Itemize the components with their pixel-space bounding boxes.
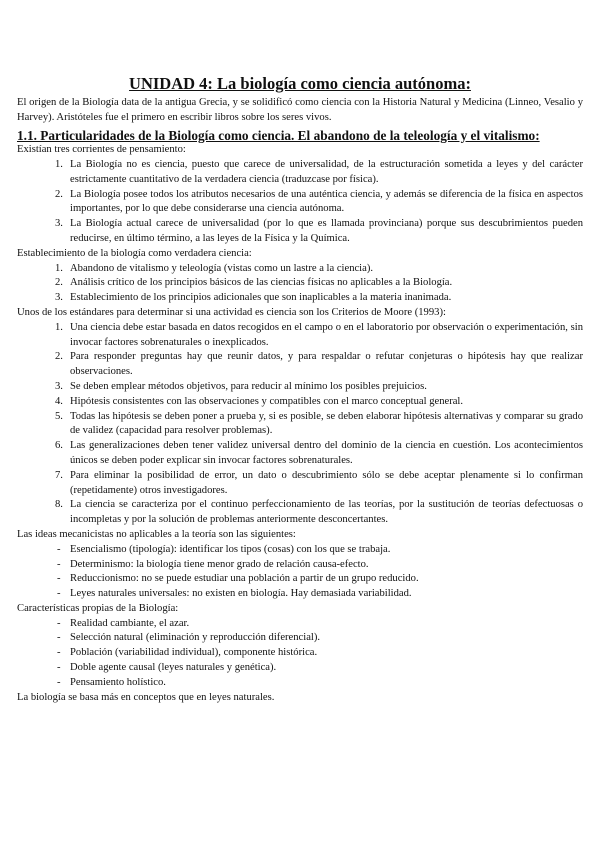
list-item <box>17 380 583 395</box>
mechanist-list <box>17 543 583 602</box>
list-item <box>17 676 583 691</box>
list-item <box>17 321 583 351</box>
list-item <box>17 631 583 646</box>
moore-criteria-list <box>17 321 583 528</box>
list-item <box>17 498 583 528</box>
list-marker: 3. <box>55 292 63 304</box>
currents-intro: Existían tres corrientes de pensamiento: <box>17 144 186 156</box>
list-item <box>17 350 583 380</box>
list-marker: 2. <box>55 351 63 363</box>
list-marker: 8. <box>55 499 63 511</box>
list-marker: 4. <box>55 395 63 407</box>
list-item <box>17 587 583 602</box>
section-heading: 1.1. Particularidades de la Biología como ciencia. El abandono de la teleología y el vitalismo: <box>17 127 540 143</box>
list-item-text: La Biología posee todos los atributos necesarios de una auténtica ciencia, y además se diferencia de la física en aspectos importantes, por lo que debe considerarse una ciencia autónoma. <box>70 188 583 215</box>
list-item-text: Todas las hipótesis se deben poner a prueba y, si es posible, se deben elaborar hipótesis alternativas y comparar su grado de validez (capacidad para resolver problemas). <box>70 410 583 437</box>
list-item-text: Análisis crítico de los principios básicos de las ciencias físicas no aplicables a la Biología. <box>70 277 453 289</box>
list-item-text: Hipótesis consistentes con las observaciones y compatibles con el marco conceptual general. <box>70 395 464 407</box>
list-marker: - <box>57 647 61 659</box>
list-item-text: Se deben emplear métodos objetivos, para reducir al mínimo los posibles prejuicios. <box>70 380 427 392</box>
list-item-text: Abandono de vitalismo y teleología (vistas como un lastre a la ciencia). <box>70 262 374 274</box>
list-marker: - <box>57 558 61 570</box>
list-marker: 6. <box>55 440 63 452</box>
list-item-text: Una ciencia debe estar basada en datos recogidos en el campo o en el laboratorio por observación o experimentación, sin invocar factores sobrenaturales o inexplicados. <box>70 321 583 348</box>
list-marker: 1. <box>55 158 63 170</box>
currents-list <box>17 158 583 247</box>
list-marker: - <box>57 662 61 674</box>
list-item <box>17 276 583 291</box>
document-page <box>17 74 583 705</box>
list-marker: 2. <box>55 277 63 289</box>
list-item <box>17 158 583 188</box>
list-item <box>17 217 583 247</box>
list-item-text: Leyes naturales universales: no existen en biología. Hay demasiada variabilidad. <box>70 588 412 600</box>
list-marker: 1. <box>55 321 63 333</box>
list-item <box>17 410 583 440</box>
establishment-intro: Establecimiento de la biología como verdadera ciencia: <box>17 247 252 259</box>
list-item-text: Determinismo: la biología tiene menor grado de relación causa-efecto. <box>70 558 369 570</box>
list-item-text: Reduccionismo: no se puede estudiar una población a partir de un grupo reducido. <box>70 573 419 585</box>
list-item-text: Doble agente causal (leyes naturales y genética). <box>70 662 277 674</box>
list-item <box>17 439 583 469</box>
intro-paragraph: El origen de la Biología data de la antigua Grecia, y se solidificó como ciencia con la Historia Natural y Medicina (Linneo, Vesalio y Harvey). Aristóteles fue el primero en escribir libros sobre los seres vivos. <box>17 97 583 123</box>
list-marker: 5. <box>55 410 63 422</box>
list-marker: 3. <box>55 218 63 230</box>
list-marker: 7. <box>55 469 63 481</box>
list-marker: 3. <box>55 380 63 392</box>
list-item-text: Realidad cambiante, el azar. <box>70 617 190 629</box>
establishment-list <box>17 262 583 306</box>
list-item-text: Para eliminar la posibilidad de error, un dato o descubrimiento sólo se debe aceptar plenamente si lo confirman (repetidamente) otros investigadores. <box>70 469 583 496</box>
list-item <box>17 661 583 676</box>
mechanist-intro: Las ideas mecanicistas no aplicables a la teoría son las siguientes: <box>17 528 296 540</box>
list-item <box>17 395 583 410</box>
list-item-text: La ciencia se caracteriza por el continuo perfeccionamiento de las teorías, por la sustitución de teorías defectuosas o incompletas y por la solución de problemas anteriormente desconcertantes. <box>70 499 583 526</box>
list-marker: - <box>57 632 61 644</box>
list-item <box>17 646 583 661</box>
list-marker: - <box>57 573 61 585</box>
list-item-text: La Biología no es ciencia, puesto que carece de universalidad, de la estructuración sometida a leyes y del carácter estrictamente cuantitativo de la verdadera ciencia (traduzcase por física). <box>70 158 583 185</box>
list-item <box>17 617 583 632</box>
list-item-text: La Biología actual carece de universalidad (por lo que es llamada provinciana) porque sus descubrimientos pueden reducirse, en último término, a las leyes de la Física y la Química. <box>70 218 583 244</box>
list-item <box>17 188 583 218</box>
list-item-text: Selección natural (eliminación y reproducción diferencial). <box>70 632 321 644</box>
list-marker: - <box>57 617 61 629</box>
list-marker: 2. <box>55 188 63 200</box>
list-item <box>17 469 583 499</box>
features-list <box>17 617 583 691</box>
list-marker: 1. <box>55 262 63 274</box>
moore-intro: Unos de los estándares para determinar si una actividad es ciencia son los Criterios de Moore (1993): <box>17 306 446 318</box>
list-item <box>17 543 583 558</box>
list-item-text: Pensamiento holístico. <box>70 676 166 688</box>
list-item-text: Establecimiento de los principios adicionales que son inaplicables a la materia inanimada. <box>70 292 452 304</box>
list-item-text: Población (variabilidad individual), componente histórica. <box>70 647 318 659</box>
list-item-text: Esencialismo (tipología): identificar los tipos (cosas) con los que se trabaja. <box>70 543 391 555</box>
document-title: UNIDAD 4: La biología como ciencia autónoma: <box>129 74 471 93</box>
list-item-text: Las generalizaciones deben tener validez universal dentro del dominio de la ciencia en cuestión. Los acontecimientos únicos se deben poder explicar sin invocar factores sobrenaturales. <box>70 440 583 466</box>
list-item-text: Para responder preguntas hay que reunir datos, y para respaldar o refutar conjeturas o hipótesis hay que realizar observaciones. <box>70 351 583 378</box>
list-marker: - <box>57 676 61 688</box>
features-intro: Características propias de la Biología: <box>17 602 179 614</box>
list-marker: - <box>57 588 61 600</box>
list-item <box>17 291 583 306</box>
closing-paragraph: La biología se basa más en conceptos que en leyes naturales. <box>17 691 275 703</box>
list-item <box>17 558 583 573</box>
list-marker: - <box>57 543 61 555</box>
list-item <box>17 262 583 277</box>
list-item <box>17 572 583 587</box>
